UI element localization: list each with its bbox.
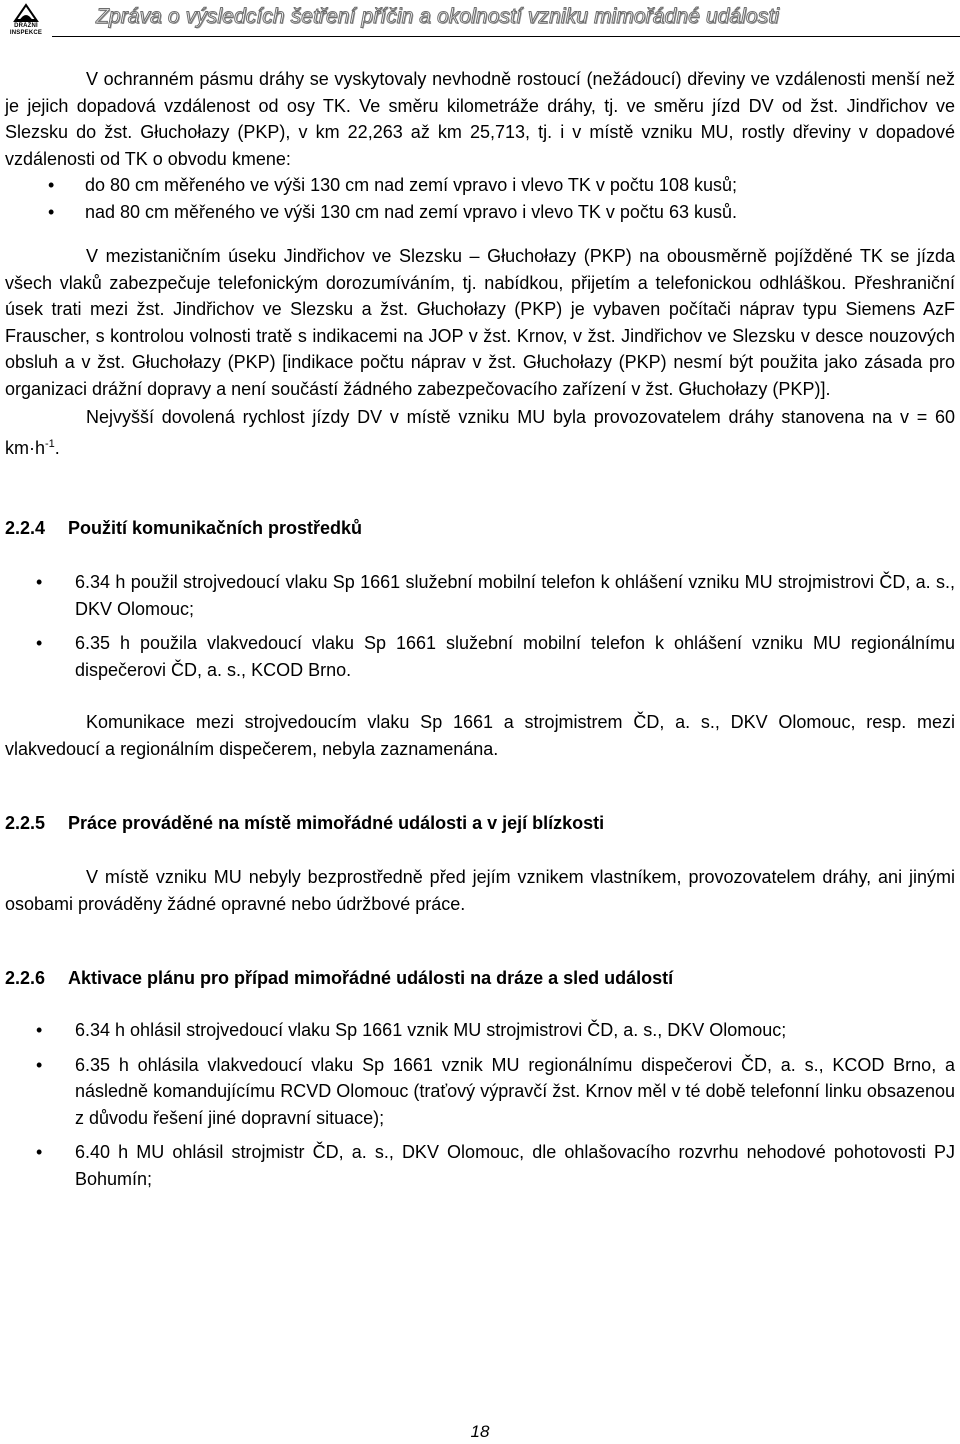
section-paragraph: V mezistaničním úseku Jindřichov ve Slezsku – Głuchołazy (PKP) na obousměrně pojížděné TK se jízda všech vlaků zabezpečuje telefonickým dorozumíváním, tj. nabídkou, přijetím a telefonickou odhláškou. Přeshraniční úsek trati mezi žst. Jindřichov ve Slezsku a žst. Głuchołazy (PKP) je vybaven počítači náprav typu Siemens AzF Frauscher, s kontrolou volnosti tratě s indikacemi na JOP v žst. Krnov, v žst. Jindřichov ve Slezsku v desce nouzových obsluh a v žst. Głuchołazy (PKP) [indikace počtu náprav v žst. Głuchołazy (PKP) nesmí být použita jako zásada pro organizaci drážní dopravy a není součástí žádného zabezpečovacího zařízení v žst. Głuchołazy (PKP)]. [5,246,955,399]
list-item: • 6.35 h použila vlakvedoucí vlaku Sp 1661 služební mobilní telefon k ohlášení vzniku MU regionálnímu dispečerovi ČD, a. s., KCOD Brno. [5,630,955,683]
page-header [0,0,960,44]
logo-emblem-icon [13,3,39,23]
tree-count-list [5,172,955,225]
bullet-icon: • [36,1020,43,1040]
document-title: Zpráva o výsledcích šetření příčin a okolností vzniku mimořádné události [96,5,780,28]
bullet-icon: • [36,633,43,653]
list-item: • nad 80 cm měřeného ve výši 130 cm nad zemí vpravo i vlevo TK v počtu 63 kusů. [5,199,955,226]
communication-list [5,569,955,683]
list-item: • 6.34 h použil strojvedoucí vlaku Sp 1661 služební mobilní telefon k ohlášení vzniku MU strojmistrovi ČD, a. s., DKV Olomouc; [5,569,955,622]
bullet-icon: • [36,572,43,592]
logo-text-line2: INSPEKCE [9,30,43,36]
list-item: • 6.40 h MU ohlásil strojmistr ČD, a. s., DKV Olomouc, dle ohlašovacího rozvrhu nehodové pohotovosti PJ Bohumín; [5,1139,955,1192]
logo-text-line1: DRÁŽNÍ [14,23,38,29]
section-heading-226: 2.2.6 Aktivace plánu pro případ mimořádné události na dráze a sled událostí [5,968,674,988]
list-item: • 6.35 h ohlásila vlakvedoucí vlaku Sp 1661 vznik MU regionálnímu dispečerovi ČD, a. s., KCOD Brno, a následně komandujícímu RCVD Olomouc (traťový výpravčí žst. Krnov měl v té době telefonní linku obsazenou z důvodu řešení jiné dopravní situace); [5,1052,955,1132]
page-content [5,66,955,1200]
page-number: 18 [470,1422,490,1441]
section-heading-224: 2.2.4 Použití komunikačních prostředků [5,518,363,538]
bullet-icon: • [48,201,55,222]
bullet-icon: • [36,1054,43,1075]
drazni-inspekce-logo [5,3,47,37]
list-item: • 6.34 h ohlásil strojvedoucí vlaku Sp 1661 vznik MU strojmistrovi ČD, a. s., DKV Olomouc; [5,1017,955,1044]
event-sequence-list [5,1017,955,1192]
section-heading-225: 2.2.5 Práce prováděné na místě mimořádné události a v její blízkosti [5,813,605,833]
speed-paragraph: Nejvyšší dovolená rychlost jízdy DV v místě vzniku MU byla provozovatelem dráhy stanovena na v = 60 $km\cdot h^{-1}$. [5,407,955,458]
bullet-icon: • [36,1142,43,1162]
bullet-icon: • [48,175,55,195]
list-item: • do 80 cm měřeného ve výši 130 cm nad zemí vpravo i vlevo TK v počtu 108 kusů; [5,172,955,199]
section-paragraph: Komunikace mezi strojvedoucím vlaku Sp 1661 a strojmistrem ČD, a. s., DKV Olomouc, resp. mezi vlakvedoucí a regionálním dispečerem, nebyla zaznamenána. [5,712,955,759]
intro-paragraph: V ochranném pásmu dráhy se vyskytovaly nevhodně rostoucí (nežádoucí) dřeviny ve vzdálenosti menší než je jejich dopadová vzdálenost od osy TK. Ve směru kilometráže dráhy, tj. ve směru jízd DV od žst. Jindřichov ve Slezsku do žst. Głuchołazy (PKP), v km 22,263 až km 25,713, tj. i v místě vzniku MU, rostly dřeviny v dopadové vzdálenosti od TK o obvodu kmene: [5,69,955,169]
section-paragraph: V místě vzniku MU nebyly bezprostředně před jejím vznikem vlastníkem, provozovatelem dráhy, ani jinými osobami prováděny žádné opravné nebo údržbové práce. [5,867,955,914]
header-divider [52,36,960,37]
